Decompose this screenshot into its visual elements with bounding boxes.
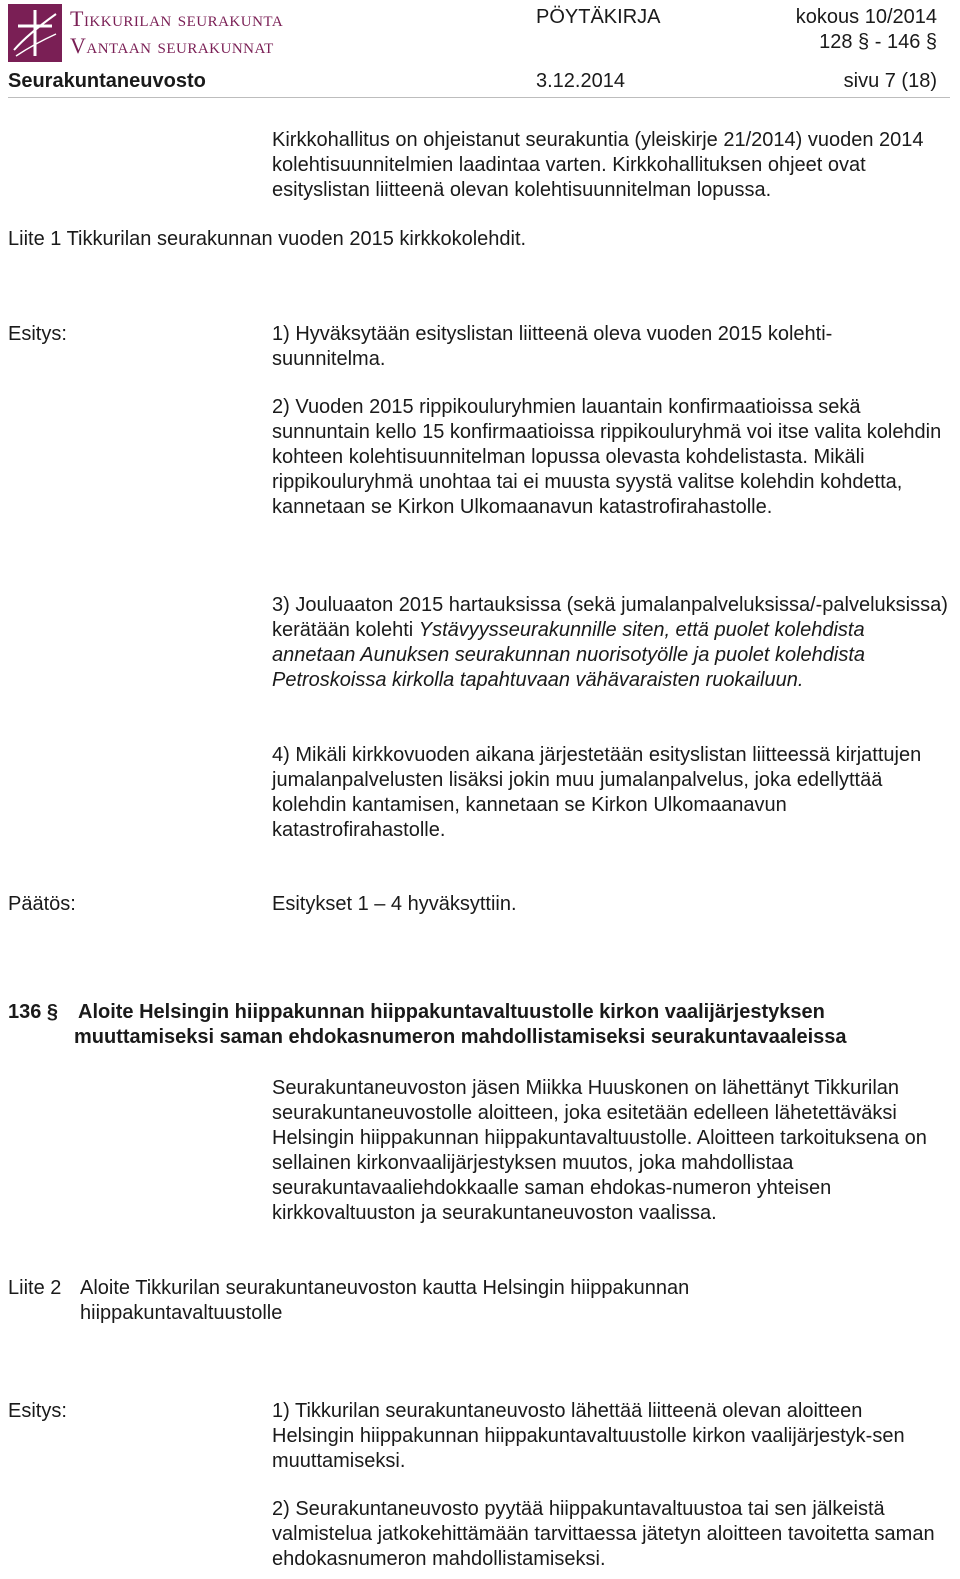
proposal-3 [272,593,948,693]
section-title-line2: muuttamiseksi saman ehdokasnumeron mahdollistamiseksi seurakuntavaaleissa [74,1026,847,1048]
parish-logo-icon [8,4,62,62]
section-136-body: Seurakuntaneuvoston jäsen Miikka Huuskonen on lähettänyt Tikkurilan seurakuntaneuvostolle aloitteen, joka esitetään edelleen lähetettäväksi Helsingin hiippakunnan hiippakuntavaltuustolle. Aloitteen tarkoituksena on sellainen kirkonvaalijärjestyksen muutos, joka mahdollistaa seurakuntavaaliehdokkaalle saman ehdokas-numeron yhteisen kirkkovaltuuston ja seurakuntaneuvoston vaalissa. [272,1077,927,1224]
section-136-proposal-1: 1) Tikkurilan seurakuntaneuvosto lähettää liitteenä olevan aloitteen Helsingin hiippakunnan hiippakuntavaltuustolle kirkon vaalijärjestyk-sen muuttamiseksi. [272,1400,905,1472]
section-range: 128 § - 146 § [819,31,937,53]
proposal-3-text: 3) Jouluaaton 2015 hartauksissa (sekä jumalanpalveluksissa/-palveluksissa) kerätään kolehti [272,594,948,641]
proposal-4: 4) Mikäli kirkkovuoden aikana järjestetään esityslistan liitteessä kirjattujen jumalanpalvelusten lisäksi jokin muu jumalanpalvelus, joka edellyttää kolehdin kantamisen, kannetaan se Kirkon Ulkomaanavun katastrofirahastolle. [272,744,922,841]
proposal-label: Esitys: [8,323,67,345]
document-type: PÖYTÄKIRJA [536,6,661,28]
proposal-3-italic: Ystävyysseurakunnille siten, että puolet kolehdista annetaan Aunuksen seurakunnan nuorisotyölle ja puolet kolehdista Petroskoissa kirkolla tapahtuvaan vähävaraisten ruokailuun. [272,619,866,691]
section-title-line1: Aloite Helsingin hiippakunnan hiippakuntavaltuustolle kirkon vaalijärjestyksen [78,1001,825,1023]
meeting-date: 3.12.2014 [536,70,625,92]
attachment-1: Liite 1 Tikkurilan seurakunnan vuoden 2015 kirkkokolehdit. [8,228,527,250]
decision-label: Päätös: [8,893,76,915]
section-136-heading [8,1000,948,1050]
org-name-line2: Vantaan seurakunnat [70,33,274,58]
body-name: Seurakuntaneuvosto [8,70,206,92]
attachment-2: Aloite Tikkurilan seurakuntaneuvoston kautta Helsingin hiippakunnan hiippakuntavaltuustolle [80,1277,690,1324]
section-136-proposal-label: Esitys: [8,1400,67,1422]
section-136-proposal-2: 2) Seurakuntaneuvosto pyytää hiippakuntavaltuustoa tai sen jälkeistä valmistelua jatkokehittämään tarvittaessa jätetyn aloitteen tavoitetta saman ehdokasnumeron mahdollistamiseksi. [272,1498,935,1570]
header-divider [8,97,950,98]
meeting-number: kokous 10/2014 [795,6,937,28]
attachment-2-label: Liite 2 [8,1277,62,1299]
decision-text: Esitykset 1 – 4 hyväksyttiin. [272,893,517,915]
org-name-line1: Tikkurilan seurakunta [70,6,284,31]
proposal-1: 1) Hyväksytään esityslistan liitteenä oleva vuoden 2015 kolehti-suunnitelma. [272,323,833,370]
proposal-2: 2) Vuoden 2015 rippikouluryhmien lauantain konfirmaatioissa sekä sunnuntain kello 15 konfirmaatioissa rippikouluryhmä voi itse valita kolehdin kohteen kolehtisuunnitelman lopussa olevasta kohdelistasta. Mikäli rippikouluryhmä unohtaa tai ei muusta syystä valitse kolehdin kohdetta, kannetaan se Kirkon Ulkomaanavun katastrofirahastolle. [272,396,942,518]
page-number: sivu 7 (18) [843,70,937,92]
section-number: 136 § [8,1001,59,1023]
intro-paragraph: Kirkkohallitus on ohjeistanut seurakuntia (yleiskirje 21/2014) vuoden 2014 kolehtisuunnitelmien laadintaa varten. Kirkkohallituksen ohjeet ovat esityslistan liitteenä olevan kolehtisuunnitelman lopussa. [272,129,924,201]
